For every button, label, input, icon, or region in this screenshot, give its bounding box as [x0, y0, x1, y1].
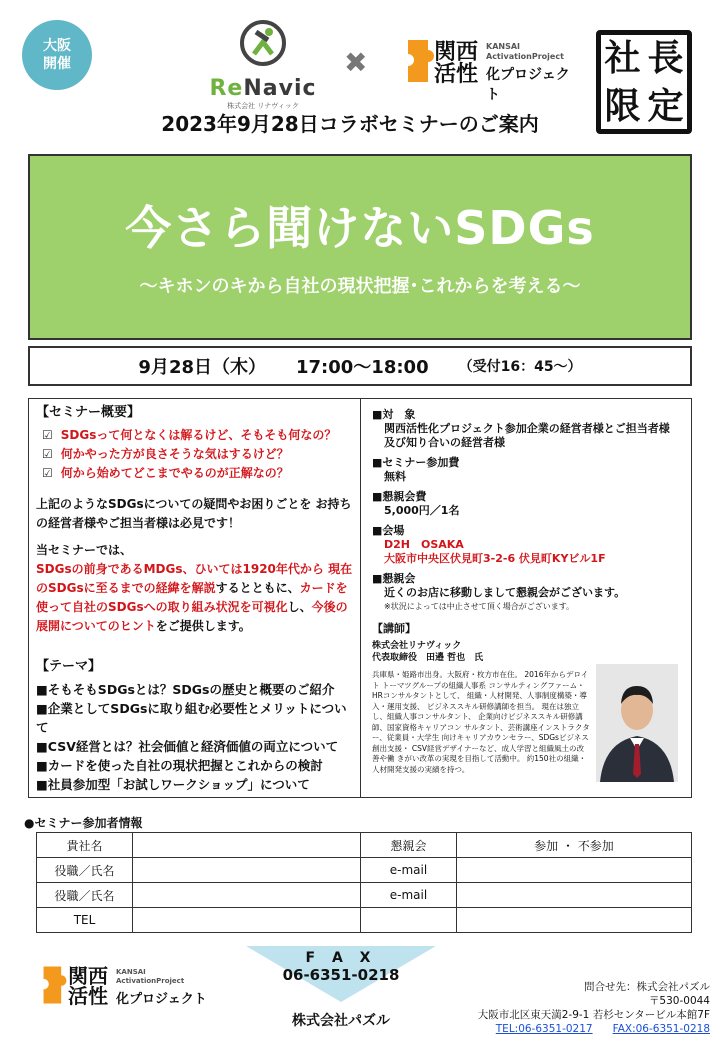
stamp-char-2: 長	[647, 38, 684, 79]
email-field[interactable]	[457, 883, 692, 908]
contact-address: 大阪市北区東天満2-9-1 若杉センタービル本館7F	[477, 1009, 710, 1021]
table-row	[37, 833, 692, 858]
info-target: ■対 象 関西活性化プロジェクト参加企業の経営者様とご担当者様 及び知り合いの経営者様	[372, 408, 670, 449]
renavic-re: Re	[209, 76, 244, 101]
theme-item: ■そもそもSDGsとは？SDGsの歴史と概要のご紹介	[36, 682, 335, 697]
theme-list	[36, 680, 356, 794]
empty-cell	[457, 908, 692, 933]
info-party-fee: ■懇親会費 5,000円／1名	[372, 490, 460, 517]
email-label: e-mail	[361, 858, 457, 883]
party-label: 懇親会	[361, 833, 457, 858]
email-label: e-mail	[361, 883, 457, 908]
contact-info	[440, 980, 710, 1036]
tel-label: TEL	[37, 908, 133, 933]
lecturer-name: 代表取締役 田邉 哲也 氏	[372, 653, 484, 663]
check-item: ☑ 何から始めてどこまでやるのが正解なの？	[42, 464, 356, 483]
kansai-jp1: 関西	[68, 964, 108, 988]
kansai-en2: ActivationProject	[116, 977, 185, 985]
seminar-date: 9月28日（木）	[138, 357, 266, 378]
theme-item: ■企業としてSDGsに取り組む必要性とメリットについて	[36, 701, 347, 735]
stamp-char-3: 限	[604, 86, 641, 127]
kansai-jp2: 活性	[68, 984, 108, 1008]
puzzle-piece-icon	[404, 36, 438, 86]
overview-heading: 【セミナー概要】	[36, 405, 141, 420]
contact-postal: 〒530-0044	[648, 995, 710, 1007]
lecturer-photo-image	[596, 664, 678, 782]
role-name-label: 役職／氏名	[37, 883, 133, 908]
reception-time: （受付16：45～）	[458, 359, 582, 375]
kansai-jp1: 関西	[434, 40, 479, 65]
seminar-date-title: 2023年9月28日コラボセミナーのご案内	[161, 112, 539, 136]
checkbox-icon: ☑	[42, 428, 53, 442]
role-name-label: 役職／氏名	[37, 858, 133, 883]
kansai-en1: KANSAI	[486, 42, 521, 51]
empty-cell	[361, 908, 457, 933]
theme-heading: 【テーマ】	[36, 659, 102, 674]
renavic-logo-icon	[238, 18, 288, 68]
lecturer-bio: 兵庫県・姫路市出身。大阪府・枚方市在住。 2016年からデロイト トーマツグループの組織人事系 コンサルティングファーム・HRコンサルタントとして、 組織・人材開発、人事制度構築・導入・運用支援、 ビジネススキル研修講師を担当。 現在は独立し、組織人事コンサルタント、 企業向けビジネススキル研修講師、国家資格キャリアコン サルタント、芸術講座インストラクター、従業員・大学生 向けキャリアカウンセラー、SDGsビジネス創出支援・ CSV経営デザイナーなど、成人学習と組織風土の改善や働 きがい改革の実現を目指して活動中。 約150社の組織・人材開発支援の実績を持つ。	[372, 670, 590, 774]
role-name-field[interactable]	[133, 883, 361, 908]
overview-p1: 上記のようなSDGsについての疑問やお困りごとを お持ちの経営者様やご担当者様は必見です！	[36, 497, 352, 530]
badge-line1: 大阪	[43, 38, 71, 54]
company-field[interactable]	[133, 833, 361, 858]
table-row	[37, 883, 692, 908]
time-box	[28, 346, 692, 386]
kansai-logo-top	[404, 30, 579, 103]
renavic-navic: Navic	[243, 76, 317, 101]
contact-fax-link[interactable]: FAX:06-6351-0218	[612, 1023, 710, 1035]
kansai-proj: 化プロジェクト	[116, 992, 207, 1007]
role-name-field[interactable]	[133, 858, 361, 883]
overview-column	[36, 404, 356, 794]
kansai-en1: KANSAI	[116, 968, 146, 976]
form-heading: ●セミナー参加者情報	[24, 816, 143, 830]
theme-item: ■CSV経営とは？社会価値と経済価値の両立について	[36, 739, 339, 754]
fax-company: 株式会社パズル	[292, 1013, 390, 1029]
overview-p2: 当セミナーでは、 SDGsの前身であるMDGs、ひいては1920年代から 現在のSDGsに至るまでの経緯を解説するとともに、カードを使って自社のSDGsへの取り組み状況を可視化し、今後の展開についてのヒントをご提供します。	[36, 543, 353, 633]
info-venue: ■会場 D2H OSAKA 大阪市中央区伏見町3-2-6 伏見町KYビル1F	[372, 524, 606, 565]
president-only-stamp	[596, 30, 692, 134]
theme-item: ■社員参加型「お試しワークショップ」について	[36, 777, 310, 792]
checkbox-icon: ☑	[42, 466, 53, 480]
attend-option[interactable]: 参加 ・ 不参加	[457, 833, 692, 858]
table-row	[37, 908, 692, 933]
puzzle-piece-icon	[40, 962, 70, 1008]
kansai-en2: ActivationProject	[486, 52, 564, 61]
lecturer-photo	[596, 664, 678, 782]
stamp-char-4: 定	[647, 86, 684, 127]
theme-item: ■カードを使った自社の現状把握とこれからの検討	[36, 758, 323, 773]
sub-title: ～キホンのキから自社の現状把握･これからを考える～	[139, 276, 581, 297]
check-item: ☑ SDGsって何となくは解るけど、そもそも何なの？	[42, 426, 356, 445]
renavic-sub: 株式会社 リナヴィック	[227, 102, 299, 110]
collab-cross-icon: ✖	[344, 46, 368, 79]
kansai-jp2: 活性	[434, 62, 479, 87]
lecturer-company: 株式会社リナヴィック	[372, 641, 462, 651]
table-row	[37, 858, 692, 883]
seminar-hours: 17:00～18:00	[296, 357, 429, 378]
fax-label: F A X	[305, 950, 377, 966]
check-item: ☑ 何かやった方が良さそうな気はするけど？	[42, 445, 356, 464]
info-party: ■懇親会 近くのお店に移動しまして懇親会がございます。 ※状況によっては中止させて頂く場合がございます。	[372, 572, 626, 611]
kansai-proj: 化プロジェクト	[486, 67, 570, 103]
kansai-logo-bottom	[40, 962, 215, 1012]
osaka-badge	[22, 20, 92, 90]
tel-field[interactable]	[133, 908, 361, 933]
contact-line1: 問合せ先：株式会社パズル	[584, 981, 710, 993]
main-title: 今さら聞けないSDGs	[125, 201, 595, 255]
company-label: 貴社名	[37, 833, 133, 858]
lecturer-name-block	[372, 640, 684, 664]
badge-line2: 開催	[43, 56, 71, 72]
content-divider	[360, 398, 361, 798]
contact-tel-link[interactable]: TEL:06-6351-0217	[495, 1023, 593, 1035]
renavic-logo	[208, 18, 318, 108]
registration-form	[36, 832, 692, 933]
lecturer-heading: 【講師】	[372, 622, 416, 635]
stamp-char-1: 社	[604, 38, 641, 79]
checkbox-icon: ☑	[42, 447, 53, 461]
title-banner	[28, 154, 692, 340]
fax-number: 06-6351-0218	[282, 966, 400, 984]
email-field[interactable]	[457, 858, 692, 883]
info-fee: ■セミナー参加費 無料	[372, 456, 460, 483]
